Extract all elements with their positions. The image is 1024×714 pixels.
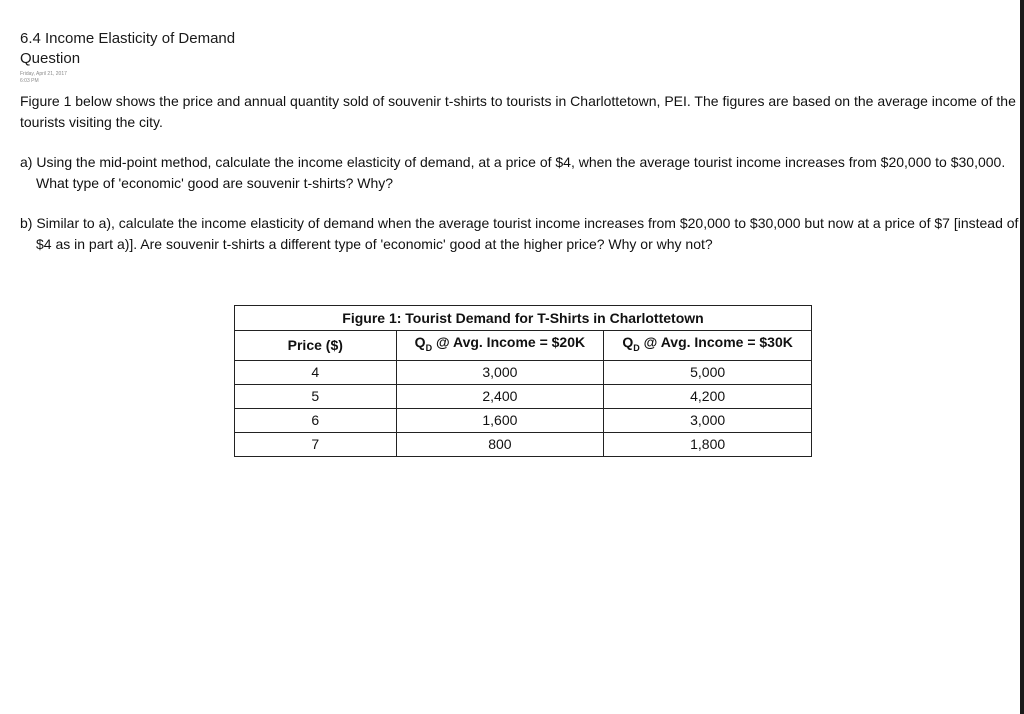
page-date: Friday, April 21, 2017: [20, 71, 67, 77]
page-timestamp: [20, 71, 67, 85]
cell-q-20k: 800: [396, 432, 604, 456]
header-q-at-20k: [396, 331, 604, 361]
cell-q-30k: 5,000: [604, 360, 812, 384]
header-q-30k-label: @ Avg. Income = $30K: [639, 334, 793, 350]
table-row: [235, 408, 812, 432]
page-time: 6:03 PM: [20, 78, 39, 84]
header-q-symbol: Q: [414, 334, 426, 350]
cell-q-30k: 3,000: [604, 408, 812, 432]
cell-price: 7: [235, 432, 397, 456]
table-row: [235, 384, 812, 408]
header-q-subscript: D: [633, 342, 640, 353]
cell-q-20k: 2,400: [396, 384, 604, 408]
table-row: [235, 360, 812, 384]
table-caption-row: [235, 306, 812, 331]
header-q-20k-label: @ Avg. Income = $20K: [432, 334, 586, 350]
page-title-line-2: Question: [20, 50, 81, 67]
header-q-symbol: Q: [622, 334, 634, 350]
demand-table: [234, 305, 812, 457]
page-title: [20, 29, 235, 69]
table-header-row: [235, 331, 812, 361]
cell-q-20k: 3,000: [396, 360, 604, 384]
cell-q-20k: 1,600: [396, 408, 604, 432]
header-price: Price ($): [235, 331, 397, 361]
table-caption: Figure 1: Tourist Demand for T-Shirts in Charlottetown: [235, 306, 812, 331]
cell-q-30k: 1,800: [604, 432, 812, 456]
question-a: a) Using the mid-point method, calculate the income elasticity of demand, at a price of $4, when the average tourist income increases from $20,000 to $30,000. What type of 'economic' good are souvenir t-shirts? Why?: [20, 154, 1006, 191]
page-edge-divider: [1020, 0, 1024, 714]
cell-q-30k: 4,200: [604, 384, 812, 408]
cell-price: 5: [235, 384, 397, 408]
intro-paragraph: Figure 1 below shows the price and annual quantity sold of souvenir t-shirts to tourists in Charlottetown, PEI. The figures are based on the average income of the tourists visiting the city.: [20, 93, 1016, 130]
cell-price: 4: [235, 360, 397, 384]
header-q-subscript: D: [425, 342, 433, 353]
page-title-line-1: 6.4 Income Elasticity of Demand: [20, 30, 236, 47]
table-row: [235, 432, 812, 456]
header-q-at-30k: [604, 331, 812, 361]
cell-price: 6: [235, 408, 397, 432]
question-b: b) Similar to a), calculate the income elasticity of demand when the average tourist income increases from $20,000 to $30,000 but now at a price of $7 [instead of $4 as in part a)]. Are souvenir t-shirts a different type of 'economic' good at the higher price? Why or why not?: [20, 215, 1019, 252]
